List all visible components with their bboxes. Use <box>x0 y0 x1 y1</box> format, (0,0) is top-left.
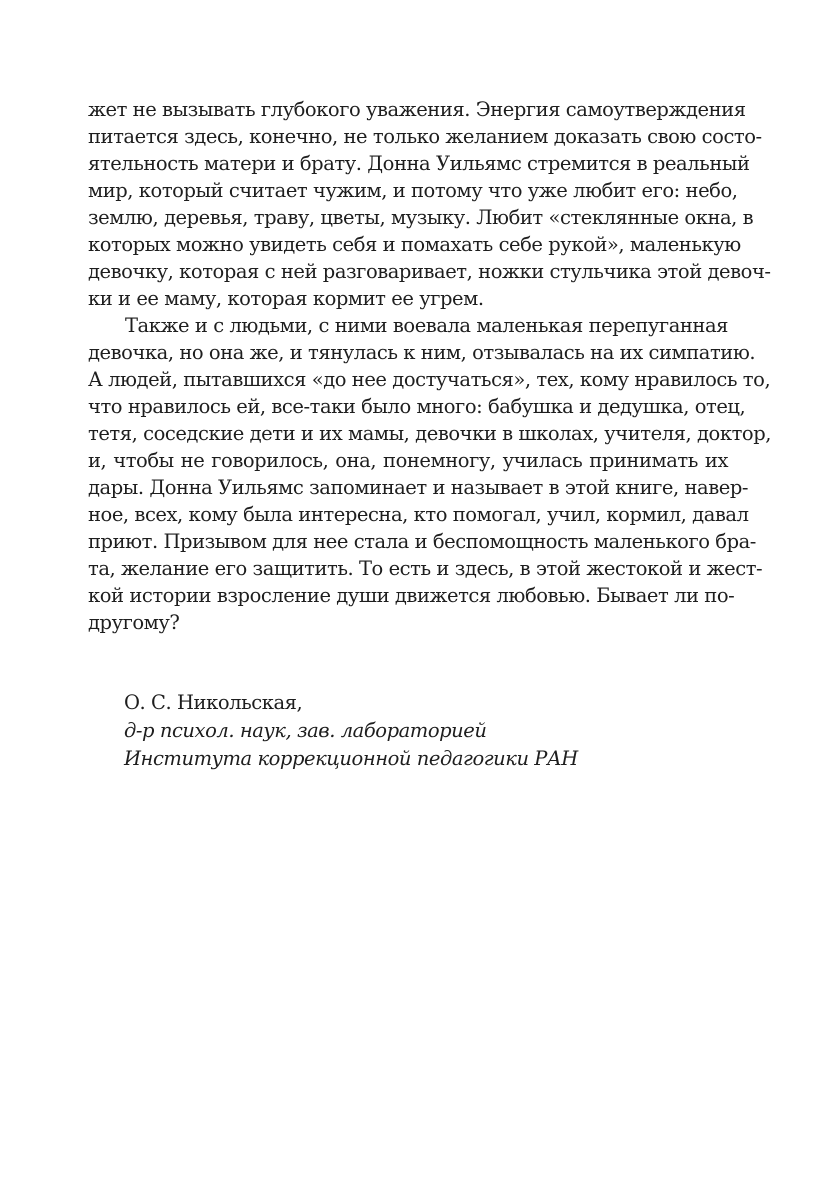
text-line: что нравилось ей, все-таки было много: бабушка и дедушка, отец, <box>88 395 746 418</box>
text-line: тетя, соседские дети и их мамы, девочки в школах, учителя, доктор, <box>88 422 771 445</box>
author-title: д-р психол. наук, зав. лабораторией <box>124 719 487 742</box>
text-line: которых можно увидеть себя и помахать себе рукой», маленькую <box>88 233 741 256</box>
text-line: дары. Донна Уильямс запоминает и называет в этой книге, навер- <box>88 476 749 499</box>
text-line: ное, всех, кому была интересна, кто помогал, учил, кормил, давал <box>88 503 749 526</box>
text-line: ки и ее маму, которая кормит ее угрем. <box>88 287 484 310</box>
text-line: и, чтобы не говорилось, она, понемногу, училась принимать их <box>88 449 728 472</box>
text-line: другому? <box>88 611 180 634</box>
author-signature <box>124 689 684 773</box>
author-affiliation: Института коррекционной педагогики РАН <box>124 747 578 770</box>
author-name: О. С. Никольская, <box>124 691 303 714</box>
text-line: та, желание его защитить. То есть и здесь, в этой жестокой и жест- <box>88 557 763 580</box>
text-line: ятельность матери и брату. Донна Уильямс стремится в реальный <box>88 152 750 175</box>
text-line: девочку, которая с ней разговаривает, ножки стульчика этой девоч- <box>88 260 771 283</box>
text-line: кой истории взросление души движется любовью. Бывает ли по- <box>88 584 735 607</box>
text-line: А людей, пытавшихся «до нее достучаться», тех, кому нравилось то, <box>88 368 771 391</box>
paragraph-2 <box>88 312 771 636</box>
text-line: Также и с людьми, с ними воевала маленькая перепуганная <box>125 314 728 337</box>
paragraph-1 <box>88 96 771 312</box>
text-line: девочка, но она же, и тянулась к ним, отзывалась на их симпатию. <box>88 341 756 364</box>
text-line: питается здесь, конечно, не только желанием доказать свою состо- <box>88 125 762 148</box>
body-text <box>88 96 771 636</box>
text-line: мир, который считает чужим, и потому что уже любит его: небо, <box>88 179 738 202</box>
text-line: землю, деревья, траву, цветы, музыку. Любит «стеклянные окна, в <box>88 206 754 229</box>
text-line: жет не вызывать глубокого уважения. Энергия самоутверждения <box>88 98 746 121</box>
text-line: приют. Призывом для нее стала и беспомощность маленького бра- <box>88 530 756 553</box>
